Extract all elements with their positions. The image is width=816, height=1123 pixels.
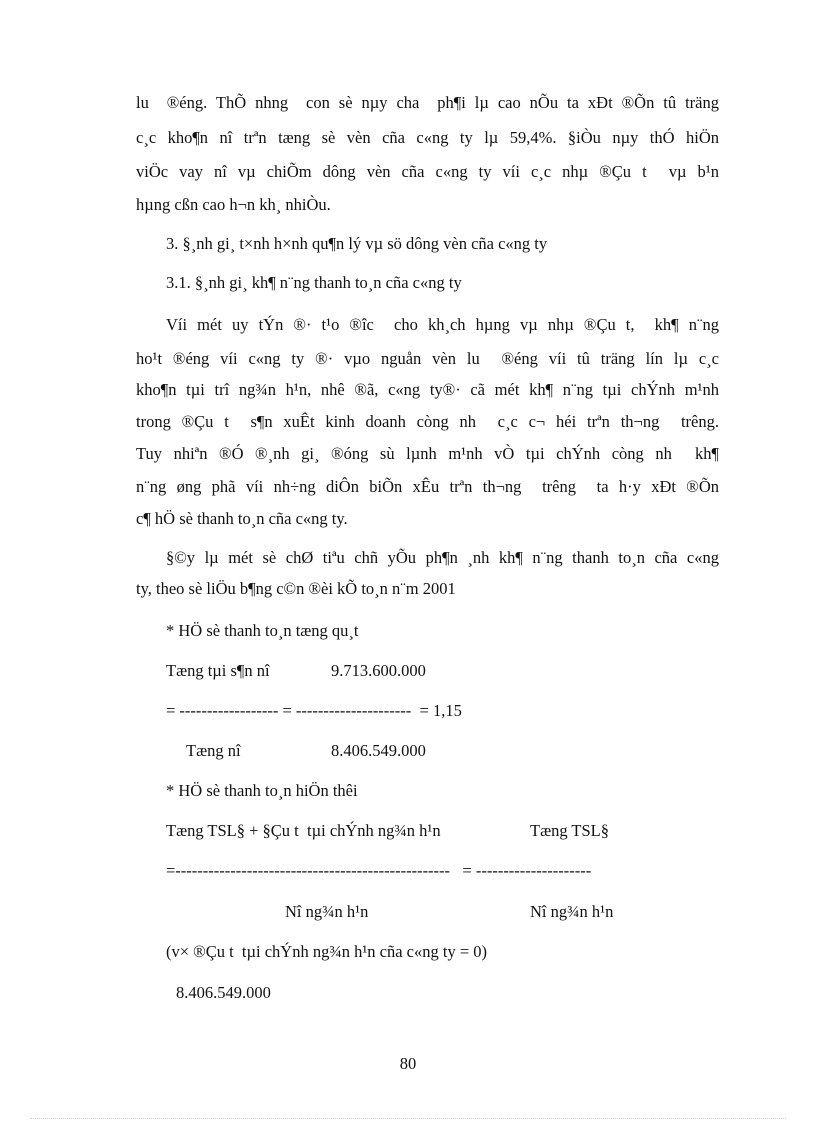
paragraph-line: c¸c kho¶n nî trªn tæng sè vèn cña c«ng ty lµ 59,4%. §iÒu nµy thÓ hiÖn xyxy=(136,128,719,147)
page-number: 80 xyxy=(399,1054,417,1073)
formula-denominator-right: Nî ng¾n h¹n xyxy=(530,902,614,921)
paragraph-line: c¶ hÖ sè thanh to¸n cña c«ng ty. xyxy=(136,509,348,528)
formula-value: 8.406.549.000 xyxy=(176,983,271,1002)
formula-note: (v× ®Çu t tµi chÝnh ng¾n h¹n cña c«ng ty = 0) xyxy=(166,942,488,961)
formula-numerator-value: 9.713.600.000 xyxy=(331,661,426,680)
formula-title: * HÖ sè thanh to¸n tæng qu¸t xyxy=(166,621,359,640)
paragraph-line: ho¹t ®éng víi c«ng ty ®· vµo nguån vèn lu ®éng víi tû träng lín lµ c¸c xyxy=(136,349,719,368)
paragraph-line: trong ®Çu t s¶n xuÊt kinh doanh còng nh c¸c c¬ héi trªn th¬ng trêng. xyxy=(136,412,719,431)
formula-numerator-right: Tæng TSL§ xyxy=(530,821,609,840)
paragraph-line: viÖc vay nî vµ chiÕm dông vèn cña c«ng ty víi c¸c nhµ ®Çu t vµ b¹n xyxy=(136,162,719,181)
subsection-heading: 3.1. §¸nh gi¸ kh¶ n¨ng thanh to¸n cña c«ng ty xyxy=(166,273,462,292)
paragraph-line: Víi mét uy tÝn ®· t¹o ®îc cho kh¸ch hµng vµ nhµ ®Çu t, kh¶ n¨ng xyxy=(166,315,719,334)
footer-divider xyxy=(30,1118,786,1119)
paragraph-line: n¨ng øng phã víi nh÷ng diÔn biÕn xÊu trªn th¬ng trêng ta h·y xÐt ®Õn xyxy=(136,477,719,496)
formula-denominator-label: Tæng nî xyxy=(186,741,241,760)
section-heading: 3. §¸nh gi¸ t×nh h×nh qu¶n lý vµ sö dông vèn cña c«ng ty xyxy=(166,234,548,253)
formula-denominator-value: 8.406.549.000 xyxy=(331,741,426,760)
formula-fraction-line: =-------------------------------------------------- = --------------------- xyxy=(166,861,592,880)
paragraph-line: hµng cßn cao h¬n kh¸ nhiÒu. xyxy=(136,195,331,214)
paragraph-line: kho¶n tµi trî ng¾n h¹n, nhê ®ã, c«ng ty®· cã mét kh¶ n¨ng tµi chÝnh m¹nh xyxy=(136,380,719,399)
formula-title: * HÖ sè thanh to¸n hiÖn thêi xyxy=(166,781,358,800)
paragraph-line: lu ®éng. ThÕ nhng con sè nµy cha ph¶i lµ cao nÕu ta xÐt ®Õn tû träng xyxy=(136,93,719,112)
formula-fraction-line: = ------------------ = --------------------- = 1,15 xyxy=(166,701,462,720)
formula-numerator-left: Tæng TSL§ + §Çu t tµi chÝnh ng¾n h¹n xyxy=(166,821,441,840)
paragraph-line: §©y lµ mét sè chØ tiªu chñ yÕu ph¶n ¸nh kh¶ n¨ng thanh to¸n cña c«ng xyxy=(166,548,719,567)
formula-denominator-left: Nî ng¾n h¹n xyxy=(285,902,369,921)
paragraph-line: Tuy nhiªn ®Ó ®¸nh gi¸ ®óng sù lµnh m¹nh vÒ tµi chÝnh còng nh kh¶ xyxy=(136,444,719,463)
formula-numerator-label: Tæng tµi s¶n nî xyxy=(166,661,270,680)
paragraph-line: ty, theo sè liÖu b¶ng c©n ®èi kÕ to¸n n¨m 2001 xyxy=(136,579,456,598)
